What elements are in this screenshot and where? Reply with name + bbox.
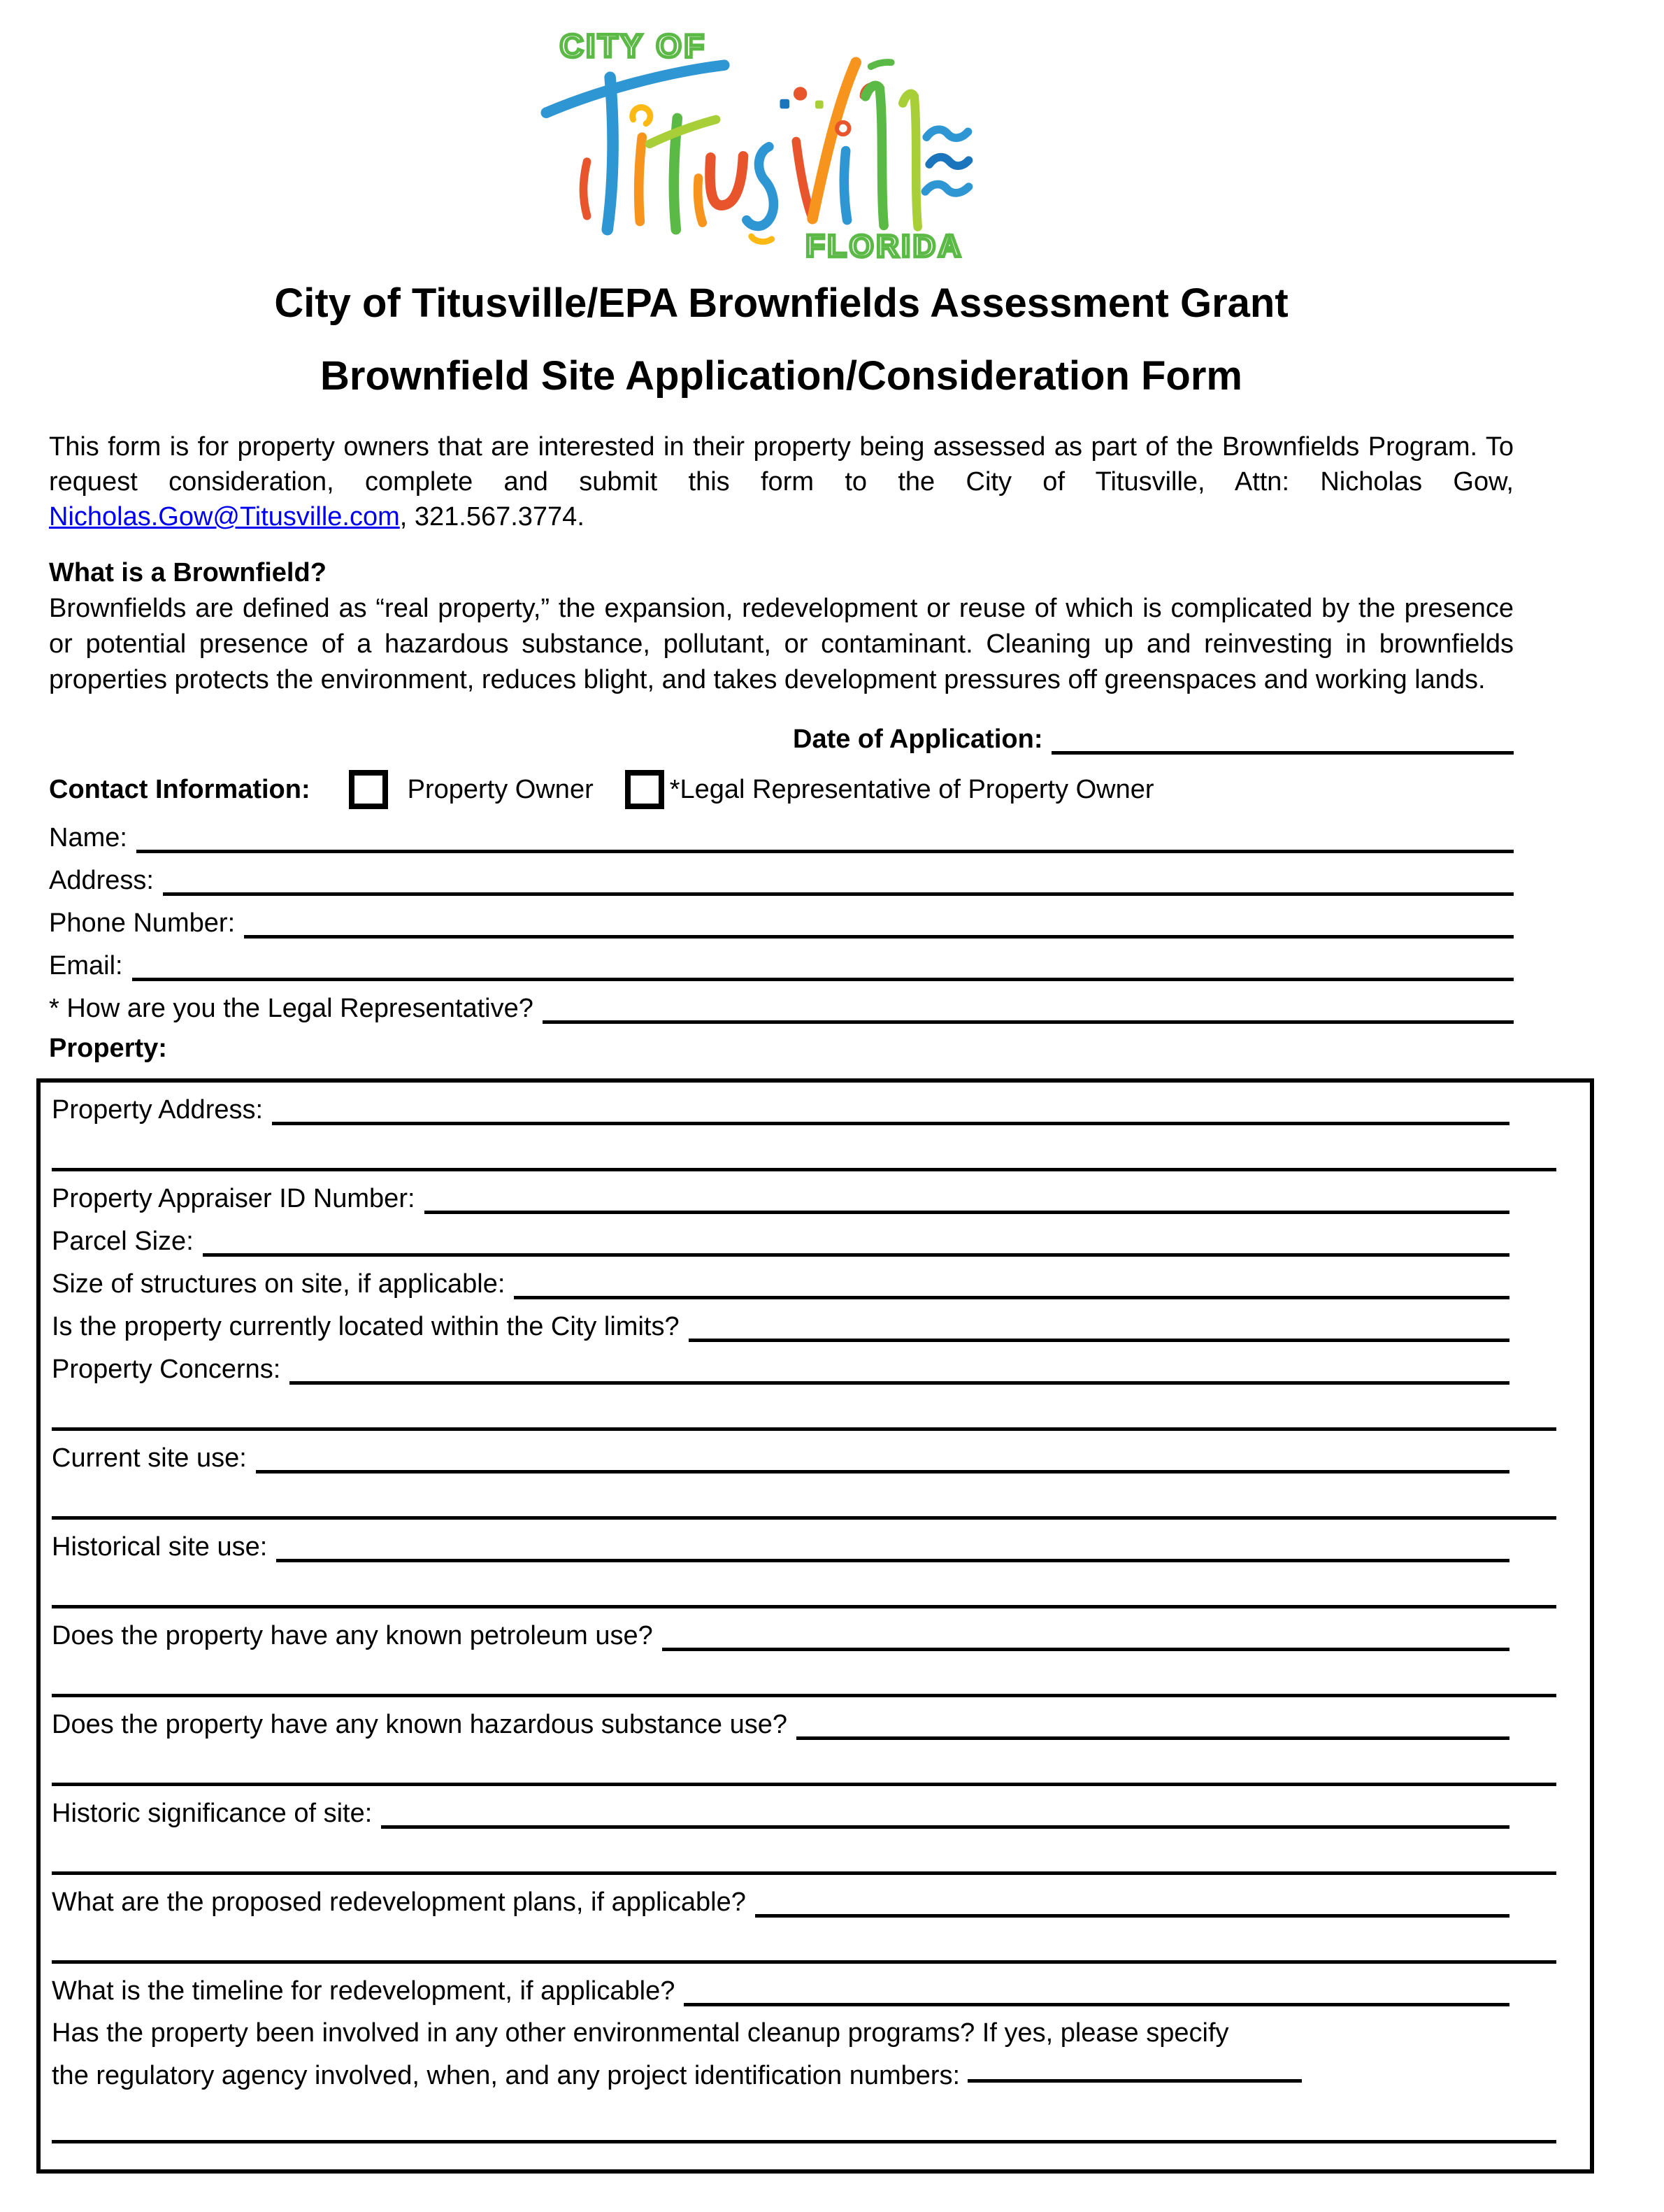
parcel-size-input-line[interactable] — [203, 1253, 1509, 1257]
logo-wave-3 — [925, 184, 968, 192]
hazardous-substance-row — [52, 1697, 1590, 1740]
name-label: Name: — [49, 823, 127, 852]
date-of-application-label: Date of Application: — [793, 725, 1043, 754]
contact-information-row — [49, 769, 1514, 811]
redevelopment-plans-extra-line[interactable] — [52, 1918, 1556, 1964]
name-input-line[interactable] — [136, 850, 1514, 853]
brownfield-paragraph: Brownfields are defined as “real property,” the expansion, redevelopment or reuse of which is complicated by the presence or potential presence of a hazardous substance, pollutant, or contaminant. Cleaning up and reinvesting in brownfields properties protects the environment, reduces blight, and takes development pressures off greenspaces and working lands. — [49, 594, 1514, 694]
phone-field-row — [49, 896, 1514, 939]
hazardous-substance-extra-line[interactable] — [52, 1740, 1556, 1786]
logo-accent-crescent — [583, 162, 587, 216]
legal-representative-question-label: * How are you the Legal Representative? — [49, 994, 533, 1023]
structure-size-input-line[interactable] — [514, 1296, 1509, 1299]
logo-letter-i2-dot — [837, 122, 849, 134]
cleanup-programs-label-line1: Has the property been involved in any other environmental cleanup programs? If yes, please specify — [52, 2018, 1229, 2048]
city-limits-row — [52, 1299, 1590, 1342]
logo-florida-text: FLORIDA — [805, 229, 963, 264]
property-owner-label: Property Owner — [407, 774, 594, 804]
logo-letter-T-stem — [607, 78, 612, 230]
property-owner-checkbox[interactable] — [349, 770, 388, 809]
logo-letter-i2-stem — [844, 151, 847, 220]
redevelopment-timeline-label: What is the timeline for redevelopment, if applicable? — [52, 1976, 675, 2006]
cleanup-programs-row — [52, 2012, 1590, 2097]
petroleum-use-input-line[interactable] — [662, 1648, 1509, 1651]
historic-significance-row — [52, 1786, 1590, 1829]
email-label: Email: — [49, 951, 123, 980]
property-address-input-line[interactable] — [272, 1122, 1509, 1125]
legal-representative-input-line[interactable] — [543, 1020, 1514, 1024]
historic-significance-label: Historic significance of site: — [52, 1799, 373, 1828]
current-site-use-label: Current site use: — [52, 1443, 247, 1473]
intro-paragraph — [49, 429, 1514, 534]
logo-city-of-text: CITY OF — [559, 27, 707, 64]
cleanup-programs-label-line2: the regulatory agency involved, when, and any project identification numbers: — [52, 2061, 961, 2090]
logo-wave-2 — [929, 157, 968, 166]
phone-input-line[interactable] — [244, 935, 1514, 939]
hazardous-substance-input-line[interactable] — [796, 1736, 1509, 1740]
property-address-extra-line[interactable] — [52, 1125, 1556, 1171]
historical-site-use-input-line[interactable] — [276, 1559, 1509, 1562]
logo-letter-t-cross — [649, 120, 715, 144]
logo-letter-s — [746, 147, 773, 227]
form-title: Brownfield Site Application/Consideration Form — [320, 353, 1243, 399]
structure-size-label: Size of structures on site, if applicable: — [52, 1269, 505, 1299]
historical-site-use-row — [52, 1520, 1590, 1562]
petroleum-use-label: Does the property have any known petroleum use? — [52, 1621, 653, 1650]
parcel-size-row — [52, 1214, 1590, 1257]
address-input-line[interactable] — [163, 892, 1514, 896]
redevelopment-timeline-row — [52, 1964, 1590, 2006]
legal-representative-label: *Legal Representative of Property Owner — [669, 774, 1154, 804]
logo-letter-u — [710, 156, 743, 205]
appraiser-id-input-line[interactable] — [424, 1211, 1509, 1214]
logo-dot-circle-orange — [793, 87, 806, 100]
logo-letter-u-tail — [698, 178, 703, 222]
logo-letter-l2 — [903, 94, 917, 227]
petroleum-use-row — [52, 1608, 1590, 1651]
email-field-row — [49, 939, 1514, 981]
intro-text-before: This form is for property owners that are interested in their property being assessed as part of the Brownfields Program. To request consideration, complete and submit this form to the City of Titusville, Attn: Nicholas Gow, — [49, 432, 1514, 497]
date-of-application-row — [793, 721, 1514, 755]
city-limits-input-line[interactable] — [689, 1339, 1509, 1342]
appraiser-id-row — [52, 1171, 1590, 1214]
parcel-size-label: Parcel Size: — [52, 1227, 194, 1256]
address-label: Address: — [49, 866, 154, 895]
property-concerns-label: Property Concerns: — [52, 1355, 281, 1384]
historical-site-use-label: Historical site use: — [52, 1532, 268, 1562]
property-address-label: Property Address: — [52, 1095, 264, 1125]
redevelopment-plans-row — [52, 1875, 1590, 1918]
logo-letter-v-right — [812, 62, 856, 218]
cleanup-programs-extra-line[interactable] — [52, 2097, 1556, 2143]
address-field-row — [49, 853, 1514, 896]
legal-representative-question-row — [49, 981, 1514, 1024]
city-limits-label: Is the property currently located within the City limits? — [52, 1312, 680, 1341]
logo-dot-square-green — [815, 101, 823, 109]
logo-container — [49, 17, 1514, 264]
redevelopment-plans-label: What are the proposed redevelopment plans, if applicable? — [52, 1888, 746, 1917]
petroleum-use-extra-line[interactable] — [52, 1651, 1556, 1697]
redevelopment-plans-input-line[interactable] — [755, 1914, 1509, 1918]
historical-site-use-extra-line[interactable] — [52, 1562, 1556, 1608]
property-concerns-input-line[interactable] — [289, 1381, 1509, 1385]
logo-letter-i-dot — [632, 107, 650, 123]
intro-text-after: , 321.567.3774. — [399, 502, 584, 531]
current-site-use-row — [52, 1431, 1590, 1474]
brownfield-heading: What is a Brownfield? — [49, 558, 327, 587]
legal-representative-checkbox[interactable] — [625, 770, 664, 809]
property-concerns-extra-line[interactable] — [52, 1385, 1556, 1431]
structure-size-row — [52, 1257, 1590, 1299]
phone-label: Phone Number: — [49, 908, 236, 938]
hazardous-substance-label: Does the property have any known hazardous substance use? — [52, 1710, 787, 1739]
logo-letter-i-stem — [638, 137, 642, 221]
contact-information-label: Contact Information: — [49, 774, 310, 804]
logo-letter-l1 — [865, 85, 883, 225]
email-input-line[interactable] — [132, 978, 1514, 981]
property-heading: Property: — [49, 1034, 167, 1063]
property-address-row — [52, 1083, 1590, 1125]
logo-dash-green — [870, 62, 891, 66]
logo-s-crescent — [751, 236, 771, 242]
cleanup-programs-input-line[interactable] — [968, 2079, 1302, 2083]
property-section-box — [36, 1078, 1594, 2174]
date-of-application-input-line[interactable] — [1052, 751, 1514, 755]
redevelopment-timeline-input-line[interactable] — [684, 2003, 1509, 2006]
logo-wave-1 — [926, 129, 968, 138]
titusville-logo — [505, 17, 981, 264]
historic-significance-extra-line[interactable] — [52, 1829, 1556, 1875]
property-concerns-row — [52, 1342, 1590, 1385]
current-site-use-extra-line[interactable] — [52, 1474, 1556, 1520]
logo-letter-T-bar — [546, 65, 724, 113]
email-link[interactable]: Nicholas.Gow@Titusville.com — [49, 502, 400, 531]
name-field-row — [49, 811, 1514, 853]
appraiser-id-label: Property Appraiser ID Number: — [52, 1184, 415, 1213]
current-site-use-input-line[interactable] — [256, 1470, 1509, 1474]
historic-significance-input-line[interactable] — [381, 1825, 1509, 1829]
document-title: City of Titusville/EPA Brownfields Assessment Grant — [274, 280, 1289, 326]
logo-dot-square-blue — [780, 99, 789, 109]
